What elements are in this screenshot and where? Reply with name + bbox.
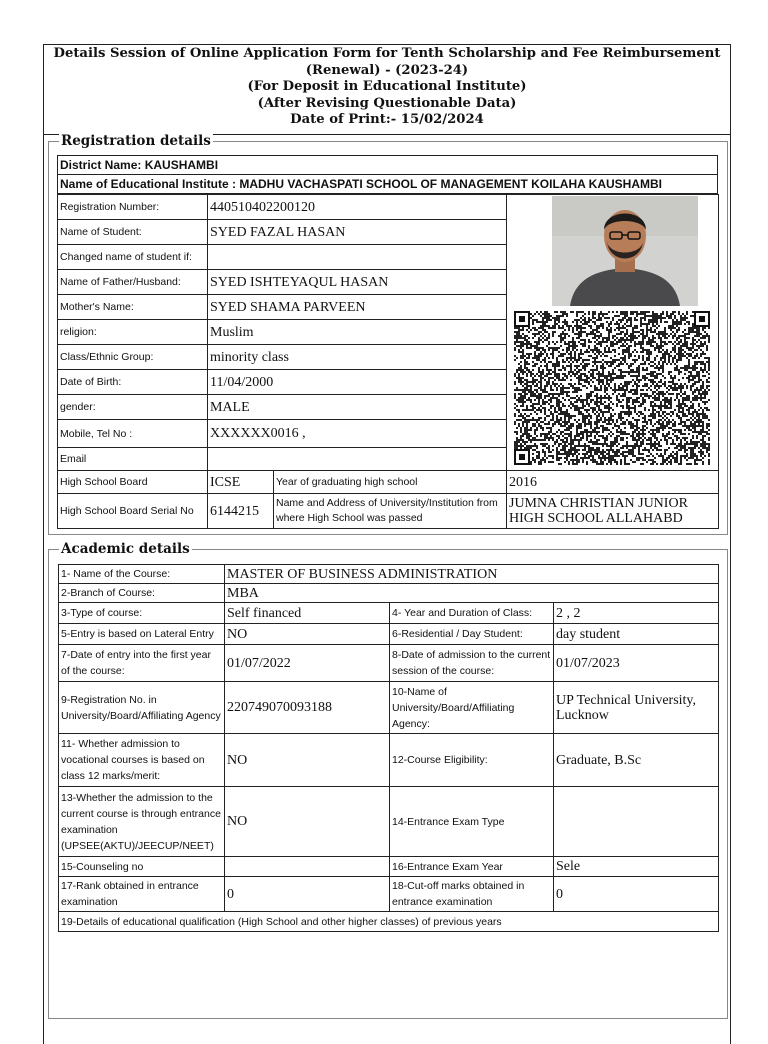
father-name-label: Name of Father/Husband: bbox=[58, 270, 208, 295]
header-title: Details Session of Online Application Form for Tenth Scholarship and Fee Reimbursement bbox=[53, 46, 721, 61]
religion-label: religion: bbox=[58, 320, 208, 345]
course-type-value: Self financed bbox=[225, 603, 390, 624]
hs-year-value: 2016 bbox=[507, 471, 719, 494]
academic-table bbox=[58, 564, 719, 932]
class-group-label: Class/Ethnic Group: bbox=[58, 345, 208, 370]
course-label: 1- Name of the Course: bbox=[59, 565, 225, 584]
rank-value: 0 bbox=[225, 877, 390, 912]
admission-date-value: 01/07/2023 bbox=[554, 645, 719, 682]
hs-board-value: ICSE bbox=[208, 471, 274, 494]
entry-date-value: 01/07/2022 bbox=[225, 645, 390, 682]
eligibility-label: 12-Course Eligibility: bbox=[390, 734, 554, 787]
student-name-label: Name of Student: bbox=[58, 220, 208, 245]
mobile-label: Mobile, Tel No : bbox=[58, 420, 208, 448]
academic-legend: Academic details bbox=[61, 541, 190, 557]
agency-value: UP Technical University, Lucknow bbox=[554, 682, 719, 734]
reg-label: Registration Number: bbox=[58, 195, 208, 220]
religion-value: Muslim bbox=[208, 320, 507, 345]
avatar bbox=[552, 196, 698, 306]
mother-name-value: SYED SHAMA PARVEEN bbox=[208, 295, 507, 320]
entry-date-label: 7-Date of entry into the first year of the course: bbox=[59, 645, 225, 682]
vocational-label: 11- Whether admission to vocational courses is based on class 12 marks/merit: bbox=[59, 734, 225, 787]
hs-serial-value: 6144215 bbox=[208, 494, 274, 529]
class-year-value: 2 , 2 bbox=[554, 603, 719, 624]
reg-value: 440510402200120 bbox=[208, 195, 507, 220]
branch-label: 2-Branch of Course: bbox=[59, 584, 225, 603]
dob-label: Date of Birth: bbox=[58, 370, 208, 395]
student-name-value: SYED FAZAL HASAN bbox=[208, 220, 507, 245]
eligibility-value: Graduate, B.Sc bbox=[554, 734, 719, 787]
mobile-value: XXXXXX0016 , bbox=[208, 420, 507, 448]
counseling-value bbox=[225, 857, 390, 877]
hs-serial-label: High School Board Serial No bbox=[58, 494, 208, 529]
agency-label: 10-Name of University/Board/Affiliating Agency: bbox=[390, 682, 554, 734]
cutoff-value: 0 bbox=[554, 877, 719, 912]
registration-header-table bbox=[57, 155, 718, 194]
dob-value: 11/04/2000 bbox=[208, 370, 507, 395]
gender-value: MALE bbox=[208, 395, 507, 420]
course-value: MASTER OF BUSINESS ADMINISTRATION bbox=[225, 565, 719, 584]
exam-type-value bbox=[554, 787, 719, 857]
lateral-entry-label: 5-Entry is based on Lateral Entry bbox=[59, 624, 225, 645]
qualification-details-label: 19-Details of educational qualification (High School and other higher classes) of previous years bbox=[59, 912, 719, 932]
student-photo bbox=[552, 196, 698, 306]
exam-year-value: Sele bbox=[554, 857, 719, 877]
cutoff-label: 18-Cut-off marks obtained in entrance examination bbox=[390, 877, 554, 912]
exam-type-label: 14-Entrance Exam Type bbox=[390, 787, 554, 857]
registration-no-value: 220749070093188 bbox=[225, 682, 390, 734]
hs-year-label: Year of graduating high school bbox=[274, 471, 507, 494]
qr-code-icon bbox=[514, 311, 710, 465]
counseling-label: 15-Counseling no bbox=[59, 857, 225, 877]
changed-name-value bbox=[208, 245, 507, 270]
admission-date-label: 8-Date of admission to the current session of the course: bbox=[390, 645, 554, 682]
email-value bbox=[208, 448, 507, 471]
header-revision-note: (After Revising Questionable Data) bbox=[257, 95, 517, 111]
class-group-value: minority class bbox=[208, 345, 507, 370]
entrance-value: NO bbox=[225, 787, 390, 857]
district-name: District Name: KAUSHAMBI bbox=[58, 156, 718, 175]
print-date: Date of Print:- 15/02/2024 bbox=[290, 112, 484, 127]
qr-code bbox=[514, 311, 710, 465]
changed-name-label: Changed name of student if: bbox=[58, 245, 208, 270]
form-header bbox=[44, 45, 730, 135]
entrance-label: 13-Whether the admission to the current course is through entrance examination (UPSEE(AKTU)/JEECUP/NEET) bbox=[59, 787, 225, 857]
rank-label: 17-Rank obtained in entrance examination bbox=[59, 877, 225, 912]
header-subtitle: (Renewal) - (2023-24) bbox=[305, 62, 469, 78]
hs-univ-value: JUMNA CHRISTIAN JUNIOR HIGH SCHOOL ALLAHABD bbox=[507, 494, 719, 529]
residential-label: 6-Residential / Day Student: bbox=[390, 624, 554, 645]
course-type-label: 3-Type of course: bbox=[59, 603, 225, 624]
hs-board-label: High School Board bbox=[58, 471, 208, 494]
residential-value: day student bbox=[554, 624, 719, 645]
branch-value: MBA bbox=[225, 584, 719, 603]
father-name-value: SYED ISHTEYAQUL HASAN bbox=[208, 270, 507, 295]
hs-univ-label: Name and Address of University/Institution from where High School was passed bbox=[274, 494, 507, 529]
email-label: Email bbox=[58, 448, 208, 471]
class-year-label: 4- Year and Duration of Class: bbox=[390, 603, 554, 624]
gender-label: gender: bbox=[58, 395, 208, 420]
registration-legend: Registration details bbox=[61, 133, 211, 149]
mother-name-label: Mother's Name: bbox=[58, 295, 208, 320]
institute-name: Name of Educational Institute : MADHU VACHASPATI SCHOOL OF MANAGEMENT KOILAHA KAUSHAMBI bbox=[58, 175, 718, 194]
vocational-value: NO bbox=[225, 734, 390, 787]
header-deposit-note: (For Deposit in Educational Institute) bbox=[247, 79, 527, 94]
exam-year-label: 16-Entrance Exam Year bbox=[390, 857, 554, 877]
registration-no-label: 9-Registration No. in University/Board/Affiliating Agency bbox=[59, 682, 225, 734]
lateral-entry-value: NO bbox=[225, 624, 390, 645]
